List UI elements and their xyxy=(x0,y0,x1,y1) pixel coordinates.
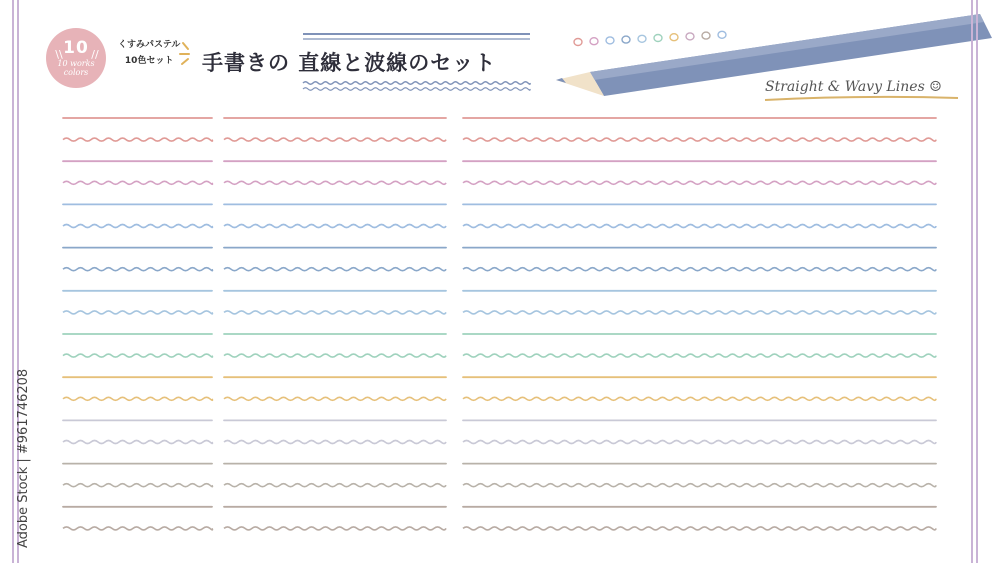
wavy-line xyxy=(224,397,446,400)
wavy-line xyxy=(463,527,936,530)
stock-watermark: Adobe Stock | #961746208 xyxy=(16,368,31,548)
wavy-line xyxy=(63,527,212,530)
wavy-line xyxy=(463,441,936,444)
wavy-line xyxy=(224,354,446,357)
color-count-badge xyxy=(46,28,106,88)
wavy-line xyxy=(463,225,936,228)
scribble-icon xyxy=(622,36,630,43)
badge-subtitle: 10 works colors xyxy=(57,59,95,77)
scribble-icon xyxy=(638,35,646,42)
scribble-icon xyxy=(654,35,662,42)
wavy-line xyxy=(463,397,936,400)
wavy-line xyxy=(463,354,936,357)
badge-left-mark: \\ xyxy=(55,48,63,61)
wavy-line xyxy=(224,181,446,184)
scribble-icon xyxy=(686,33,694,40)
scribble-icon xyxy=(606,37,614,44)
wavy-line xyxy=(63,354,212,357)
subtitle-underline xyxy=(765,97,958,100)
title-wavy-underline xyxy=(303,82,530,85)
wavy-line xyxy=(63,268,212,271)
wavy-line xyxy=(224,484,446,487)
wavy-line xyxy=(63,311,212,314)
wavy-line xyxy=(63,397,212,400)
wavy-line xyxy=(224,268,446,271)
title-wavy-underline-2 xyxy=(303,88,530,91)
subtitle-english: Straight & Wavy Lines ☺ xyxy=(765,79,942,95)
frame-right-outer xyxy=(976,0,978,563)
sparkle-icon xyxy=(178,40,198,68)
wavy-line xyxy=(224,527,446,530)
wavy-line xyxy=(63,484,212,487)
set-info xyxy=(118,37,180,69)
set-info-line2: 10色セット xyxy=(124,56,174,66)
wavy-line xyxy=(224,138,446,141)
scribble-icon xyxy=(702,32,710,39)
wavy-line xyxy=(63,441,212,444)
wavy-line xyxy=(224,311,446,314)
set-info-line1: くすみパステル xyxy=(118,40,181,50)
wavy-line xyxy=(463,268,936,271)
scribble-icon xyxy=(670,34,678,41)
frame-right-inner xyxy=(971,0,973,563)
wavy-line xyxy=(63,138,212,141)
page-title: 手書きの 直線と波線のセット xyxy=(202,51,497,75)
frame-left-outer xyxy=(12,0,14,563)
wavy-line xyxy=(224,441,446,444)
wavy-line xyxy=(63,225,212,228)
scribble-icon xyxy=(590,38,598,45)
wavy-line xyxy=(224,225,446,228)
wavy-line xyxy=(63,181,212,184)
wavy-line xyxy=(463,181,936,184)
wavy-line xyxy=(463,311,936,314)
badge-right-mark: // xyxy=(91,48,99,61)
badge-number: 10 xyxy=(63,38,89,58)
scribble-icon xyxy=(574,39,582,46)
wavy-line xyxy=(463,484,936,487)
wavy-line xyxy=(463,138,936,141)
scribble-icon xyxy=(718,31,726,38)
